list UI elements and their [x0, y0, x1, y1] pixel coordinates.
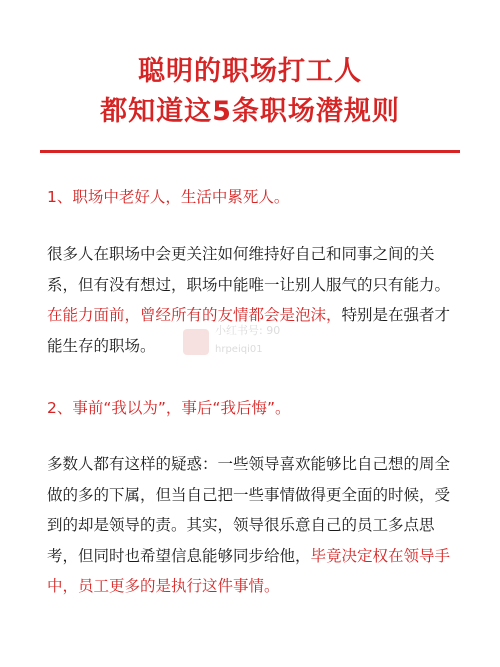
section-1-line-2: 系，但有没有想过，职场中能唯一让别人服气的只有能力。 [47, 275, 451, 294]
watermark-avatar-icon [183, 329, 209, 355]
section-2-line-1: 多数人都有这样的疑惑：一些领导喜欢能够比自己想的周全 [47, 455, 451, 473]
section-2-heading: 2、事前“我以为”，事后“我后悔”。 [47, 399, 291, 417]
section-1-highlight: 在能力面前，曾经所有的友情都会是泡沫， [47, 306, 342, 324]
watermark-line-2: hrpeiqi01 [215, 344, 263, 355]
section-1-line-4: 能生存的职场。 [47, 336, 156, 355]
section-1-heading: 1、职场中老好人，生活中累死人。 [47, 188, 290, 206]
section-2-line-4 [47, 541, 457, 572]
title-divider [40, 150, 460, 153]
section-2-line-3: 到的却是领导的责。其实，领导很乐意自己的员工多点思 [47, 516, 435, 534]
page-title [0, 52, 500, 132]
section-1-line-1: 很多人在职场中会更关注如何维持好自己和同事之间的关 [47, 245, 435, 263]
watermark-line-1: 小红书号: 90 [215, 324, 281, 337]
section-1-line-3-rest: 特别是在强者才 [341, 306, 451, 324]
watermark [183, 320, 333, 366]
section-2-highlight-b: 中，员工更多的是执行这件事情。 [47, 577, 280, 595]
title-line-2: 都知道这5条职场潜规则 [100, 96, 400, 127]
section-2-line-4-rest: 考，但同时也希望信息能够同步给他， [47, 546, 311, 565]
section-2-line-2: 做的多的下属，但当自己把一些事情做得更全面的时候，受 [47, 485, 451, 504]
title-line-1: 聪明的职场打工人 [138, 56, 362, 87]
section-2-body [47, 449, 457, 602]
section-2-highlight-a: 毕竟决定权在领导手 [310, 546, 451, 565]
